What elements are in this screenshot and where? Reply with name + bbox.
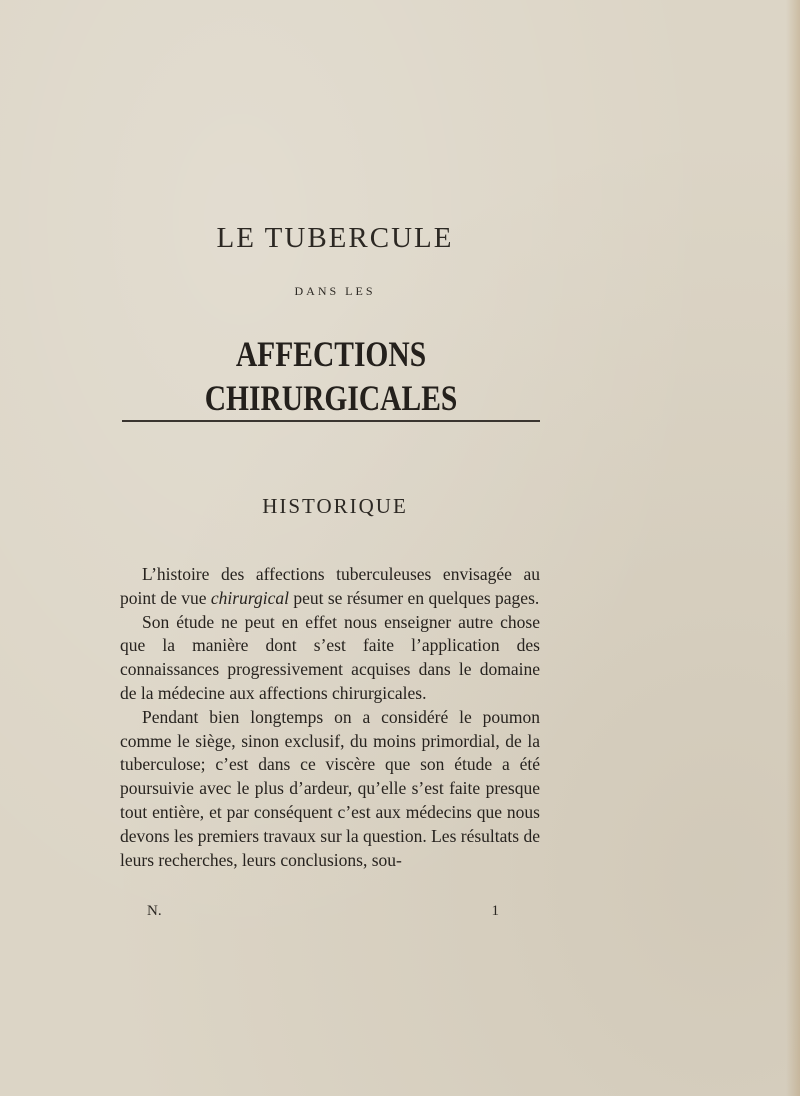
main-title: AFFECTIONS CHIRURGICALES [204,334,458,418]
signature-mark: N. [147,903,162,919]
page-footer [147,903,499,920]
title-rule [122,420,540,422]
page-number: 1 [491,903,499,919]
paragraph-1 [120,563,540,611]
paragraph-3: Pendant bien longtemps on a considéré le poumon comme le siège, sinon exclusif, du moins primordial, de la tuberculose; c’est dans ce viscère que son étude a été poursuivie avec le plus d’ardeur, qu’elle s’est faite presque tout entière, et par conséquent c’est aux médecins que nous devons les premiers travaux sur la question. Les résultats de leurs recherches, leurs conclusions, sou- [120,706,540,870]
page-edge [786,0,800,1096]
page-title: LE TUBERCULE [216,222,454,254]
paragraph-2: Son étude ne peut en effet nous enseigner autre chose que la manière dont s’est faite l’application des connaissances progressivement acquises dans le domaine de la médecine aux affections chirurgicales. [120,611,540,703]
paragraph-1-italic: chirurgical [210,587,289,608]
paragraph-1-start: L’histoire des affections tuberculeuses envisagée au point de vue [120,564,540,608]
body-text [120,563,540,872]
section-heading: HISTORIQUE [262,494,408,518]
title-connector: DANS LES [294,284,376,298]
paragraph-1-end: peut se résumer en quelques pages. [293,587,540,608]
